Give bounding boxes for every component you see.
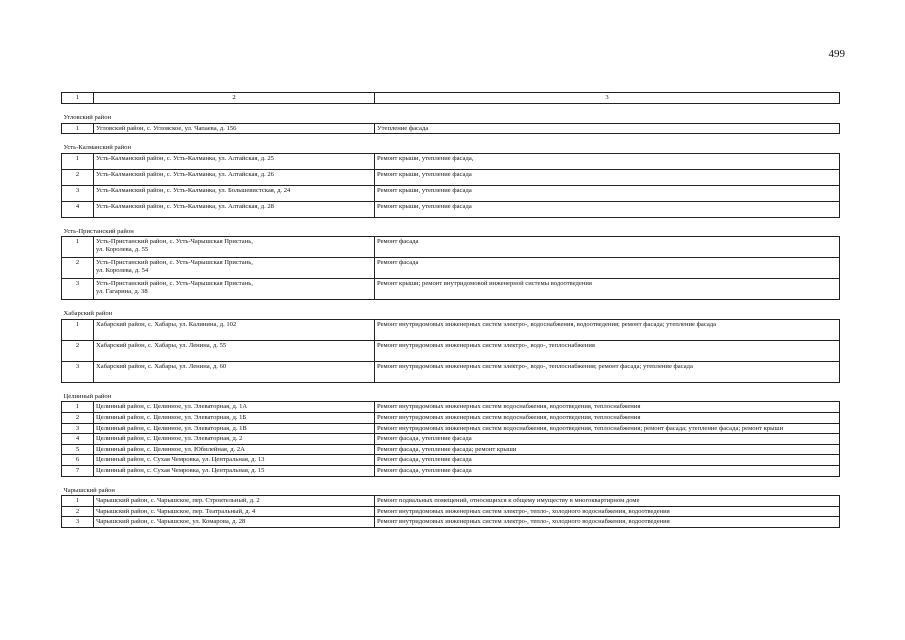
table-row — [62, 319, 840, 340]
address-cell: Целинный район, с. Целинное, ул. Элеваторная, д. 1А — [94, 402, 375, 413]
table-body — [62, 93, 840, 528]
address-cell: Хабарский район, с. Хабары, ул. Ленина, д. 60 — [94, 361, 375, 382]
repair-table — [61, 92, 840, 528]
row-number: 3 — [62, 185, 94, 201]
work-cell: Ремонт внутридомовых инженерных систем водоснабжения, водоотведения, теплоснабжения; ремонт фасада; утепление фасада; ремонт крыши — [375, 423, 840, 434]
work-cell: Ремонт фасада — [375, 237, 840, 258]
address-cell: Целинный район, с. Целинное, ул. Элеваторная, д. 2 — [94, 434, 375, 445]
work-cell: Утепление фасада — [375, 123, 840, 134]
row-number: 1 — [62, 153, 94, 169]
district-title: Чарышский район — [62, 476, 840, 496]
address-cell: Чарышский район, с. Чарышское, ул. Комарова, д. 28 — [94, 517, 375, 528]
work-cell: Ремонт внутридомовых инженерных систем электро-, тепло-, холодного водоснабжения, водоотведения — [375, 506, 840, 517]
row-number: 2 — [62, 340, 94, 361]
table-row — [62, 123, 840, 134]
table-row — [62, 413, 840, 424]
address-cell: Усть-Пристанский район, с. Усть-Чарышская Пристань, ул. Королева, д. 55 — [94, 237, 375, 258]
header-row — [62, 93, 840, 104]
table-row — [62, 237, 840, 258]
address-cell: Усть-Пристанский район, с. Усть-Чарышская Пристань, ул. Королева, д. 54 — [94, 258, 375, 279]
table-row — [62, 465, 840, 476]
table-row — [62, 258, 840, 279]
address-cell: Целинный район, с. Сухая Чемровка, ул. Центральная, д. 15 — [94, 465, 375, 476]
work-cell: Ремонт фасада, утепление фасада; ремонт крыши — [375, 444, 840, 455]
row-number: 2 — [62, 413, 94, 424]
address-cell: Усть-Калманский район, с. Усть-Калманка, ул. Алтайская, д. 28 — [94, 201, 375, 217]
row-number: 3 — [62, 279, 94, 300]
section-row — [62, 300, 840, 320]
address-cell: Усть-Калманский район, с. Усть-Калманка, ул. Алтайская, д. 25 — [94, 153, 375, 169]
header-col-1: 1 — [62, 93, 94, 104]
table-row — [62, 506, 840, 517]
address-cell: Целинный район, с. Сухая Чемровка, ул. Центральная, д. 13 — [94, 455, 375, 466]
row-number: 1 — [62, 402, 94, 413]
work-cell: Ремонт фасада, утепление фасада — [375, 434, 840, 445]
row-number: 3 — [62, 517, 94, 528]
work-cell: Ремонт крыши, утепление фасада — [375, 169, 840, 185]
work-cell: Ремонт внутридомовых инженерных систем электро-, водо-, теплоснабжения; ремонт фасада; утепление фасада — [375, 361, 840, 382]
work-cell: Ремонт крыши, утепление фасада — [375, 185, 840, 201]
header-col-2: 2 — [94, 93, 375, 104]
work-cell: Ремонт внутридомовых инженерных систем водоснабжения, водоотведения, теплоснабжения — [375, 402, 840, 413]
address-cell: Усть-Пристанский район, с. Усть-Чарышская Пристань, ул. Гагарина, д. 38 — [94, 279, 375, 300]
work-cell: Ремонт подвальных помещений, относящихся к общему имуществу в многоквартирном доме — [375, 496, 840, 507]
work-cell: Ремонт фасада — [375, 258, 840, 279]
section-row — [62, 476, 840, 496]
row-number: 2 — [62, 258, 94, 279]
work-cell: Ремонт фасада, утепление фасада — [375, 455, 840, 466]
row-number: 2 — [62, 506, 94, 517]
table-row — [62, 340, 840, 361]
district-title: Хабарский район — [62, 300, 840, 320]
row-number: 1 — [62, 319, 94, 340]
table-row — [62, 361, 840, 382]
section-row — [62, 134, 840, 154]
table-row — [62, 402, 840, 413]
address-cell: Целинный район, с. Целинное, ул. Юбилейная, д. 2А — [94, 444, 375, 455]
work-cell: Ремонт крыши; ремонт внутридомовой инженерной системы водоотведения — [375, 279, 840, 300]
address-cell: Усть-Калманский район, с. Усть-Калманка, ул. Алтайская, д. 26 — [94, 169, 375, 185]
section-row — [62, 104, 840, 124]
row-number: 1 — [62, 496, 94, 507]
work-cell: Ремонт внутридомовых инженерных систем водоснабжения, водоотведения, теплоснабжения — [375, 413, 840, 424]
row-number: 5 — [62, 444, 94, 455]
address-cell: Усть-Калманский район, с. Усть-Калманка, ул. Большевистская, д. 24 — [94, 185, 375, 201]
page-number: 499 — [828, 48, 845, 60]
district-title: Усть-Пристанский район — [62, 217, 840, 237]
district-title: Целинный район — [62, 382, 840, 402]
table-row — [62, 517, 840, 528]
table-row — [62, 279, 840, 300]
table-row — [62, 153, 840, 169]
table-row — [62, 185, 840, 201]
section-row — [62, 382, 840, 402]
header-col-3: 3 — [375, 93, 840, 104]
row-number: 6 — [62, 455, 94, 466]
work-cell: Ремонт внутридомовых инженерных систем электро-, водо-, теплоснабжения — [375, 340, 840, 361]
section-row — [62, 217, 840, 237]
row-number: 4 — [62, 201, 94, 217]
address-cell: Целинный район, с. Целинное, ул. Элеваторная, д. 1Б — [94, 413, 375, 424]
address-cell: Целинный район, с. Целинное, ул. Элеваторная, д. 1В — [94, 423, 375, 434]
table-row — [62, 455, 840, 466]
row-number: 1 — [62, 123, 94, 134]
table-row — [62, 201, 840, 217]
row-number: 7 — [62, 465, 94, 476]
row-number: 2 — [62, 169, 94, 185]
table-row — [62, 169, 840, 185]
row-number: 3 — [62, 423, 94, 434]
table-row — [62, 423, 840, 434]
address-cell: Хабарский район, с. Хабары, ул. Калинина, д. 102 — [94, 319, 375, 340]
row-number: 1 — [62, 237, 94, 258]
district-title: Угловский район — [62, 104, 840, 124]
table-row — [62, 434, 840, 445]
address-cell: Угловский район, с. Угловское, ул. Чапаева, д. 156 — [94, 123, 375, 134]
work-cell: Ремонт фасада, утепление фасада — [375, 465, 840, 476]
address-cell: Хабарский район, с. Хабары, ул. Ленина, д. 55 — [94, 340, 375, 361]
work-cell: Ремонт внутридомовых инженерных систем электро-, водоснабжения, водоотведения; ремонт фасада; утепление фасада — [375, 319, 840, 340]
work-cell: Ремонт крыши, утепление фасада, — [375, 153, 840, 169]
row-number: 3 — [62, 361, 94, 382]
address-cell: Чарышский район, с. Чарышское, пер. Театральный, д. 4 — [94, 506, 375, 517]
district-title: Усть-Калманский район — [62, 134, 840, 154]
row-number: 4 — [62, 434, 94, 445]
table-row — [62, 496, 840, 507]
work-cell: Ремонт внутридомовых инженерных систем электро-, тепло-, холодного водоснабжения, водоотведения — [375, 517, 840, 528]
work-cell: Ремонт крыши, утепление фасада — [375, 201, 840, 217]
table-row — [62, 444, 840, 455]
address-cell: Чарышский район, с. Чарышское, пер. Строительный, д. 2 — [94, 496, 375, 507]
